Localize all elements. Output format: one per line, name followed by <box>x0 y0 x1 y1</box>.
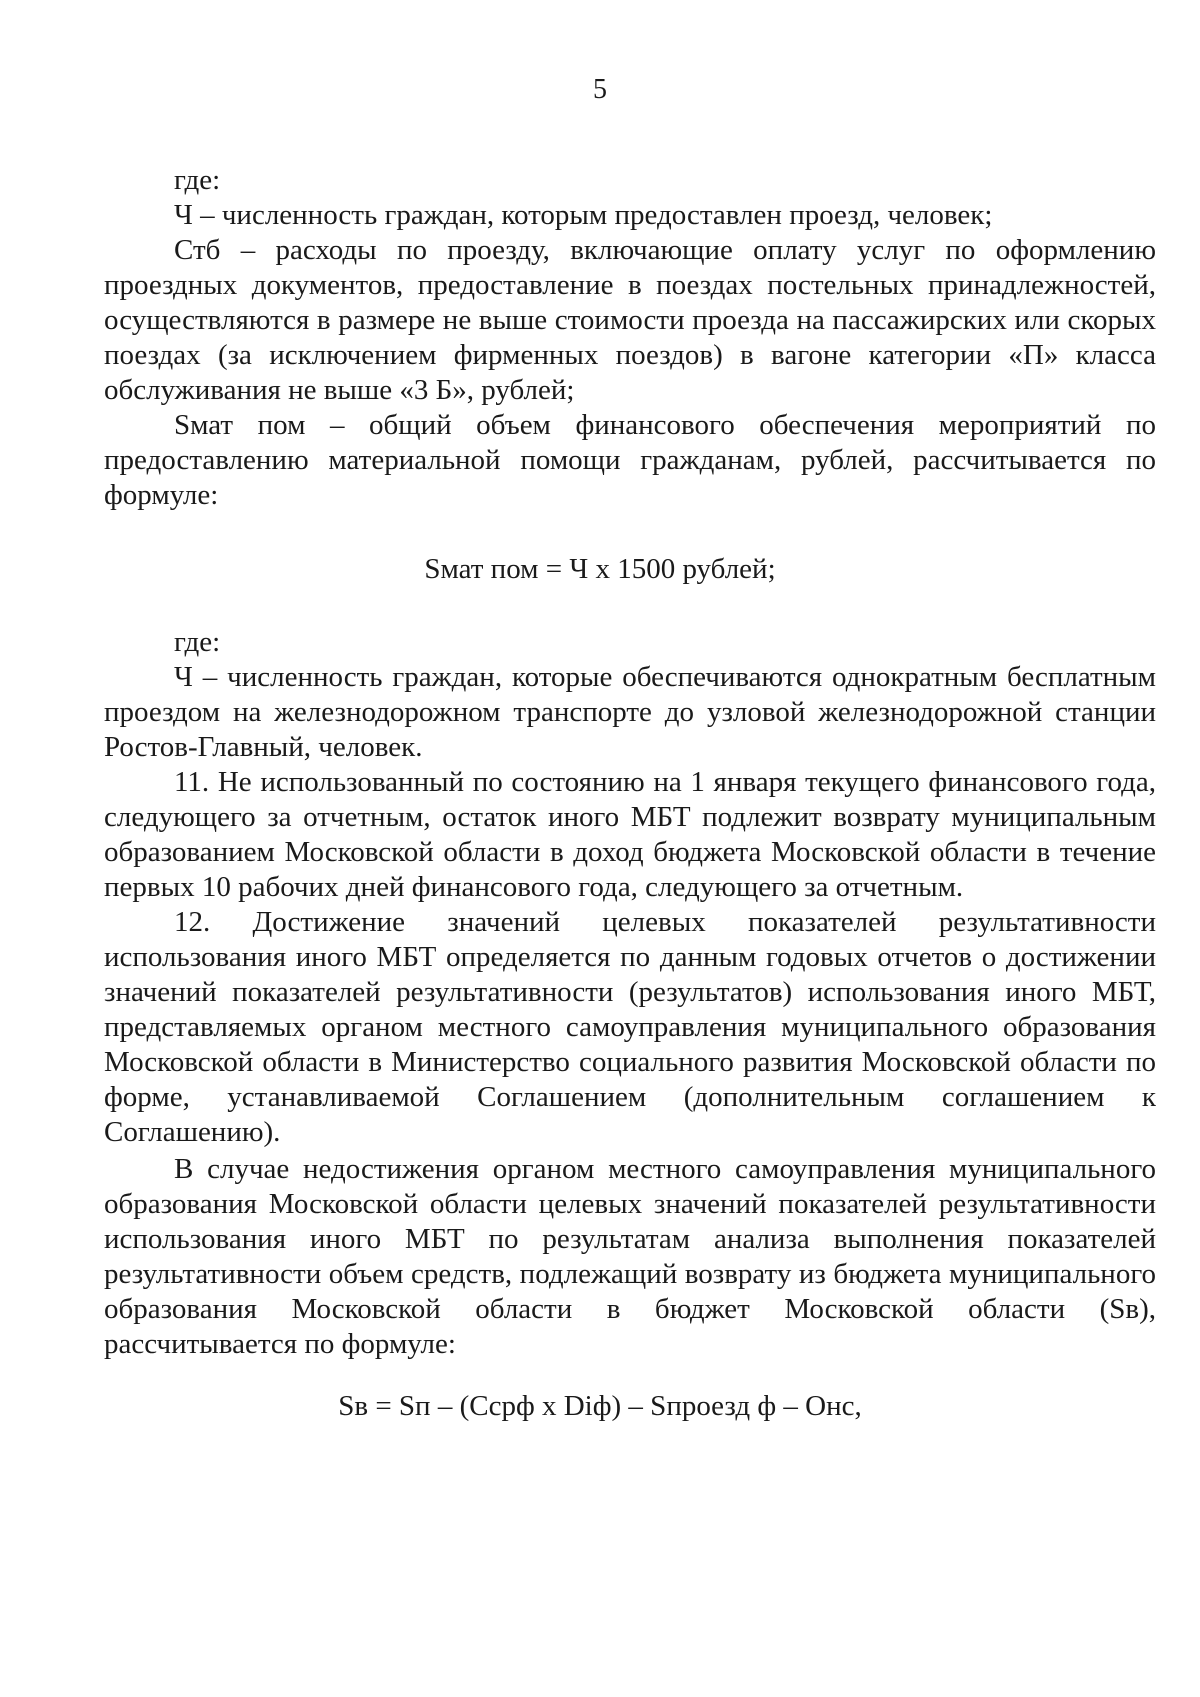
where-label: где: <box>174 164 221 196</box>
paragraph-underachievement: В случае недостижения органом местного самоуправления муниципального образования Московской области целевых значений показателей результативности использования иного МБТ по результатам анализа выполнения показателей результативности объем средств, подлежащий возврату из бюджета муниципального образования Московской области в бюджет Московской области (Sв), рассчитывается по формуле: <box>104 1153 1156 1360</box>
definition-ch: Ч – численность граждан, которым предоставлен проезд, человек; <box>174 199 993 231</box>
definition-stb: Стб – расходы по проезду, включающие оплату услуг по оформлению проездных документов, предоставление в поездах постельных принадлежностей, осуществляются в размере не выше стоимости проезда на пассажирских или скорых поездах (за исключением фирменных поездов) в вагоне категории «П» класса обслуживания не выше «3 Б», рублей; <box>104 234 1156 406</box>
definitions-block-2 <box>104 625 1156 1362</box>
formula-return-amount: Sв = Sп – (Cсрф х Diф) – Sпроезд ф – Онс, <box>338 1390 862 1422</box>
definition-smat: Sмат пом – общий объем финансового обеспечения мероприятий по предоставлению материальной помощи гражданам, рублей, рассчитывается по формуле: <box>104 409 1156 511</box>
clause-12: 12. Достижение значений целевых показателей результативности использования иного МБТ определяется по данным годовых отчетов о достижении значений показателей результативности (результатов) использования иного МБТ, представляемых органом местного самоуправления муниципального образования Московской области в Министерство социального развития Московской области по форме, устанавливаемой Соглашением (дополнительным соглашением к Соглашению). <box>104 906 1156 1148</box>
definition-ch: Ч – численность граждан, которые обеспечиваются однократным бесплатным проездом на железнодорожном транспорте до узловой железнодорожной станции Ростов-Главный, человек. <box>104 661 1156 763</box>
clause-11: 11. Не использованный по состоянию на 1 января текущего финансового года, следующего за отчетным, остаток иного МБТ подлежит возврату муниципальным образованием Московской области в доход бюджета Московской области в течение первых 10 рабочих дней финансового года, следующего за отчетным. <box>104 766 1156 903</box>
formula-material-aid: Sмат пом = Ч х 1500 рублей; <box>424 553 776 585</box>
where-label: где: <box>174 626 221 658</box>
page-number: 5 <box>593 74 607 105</box>
definitions-block-1 <box>104 163 1156 513</box>
